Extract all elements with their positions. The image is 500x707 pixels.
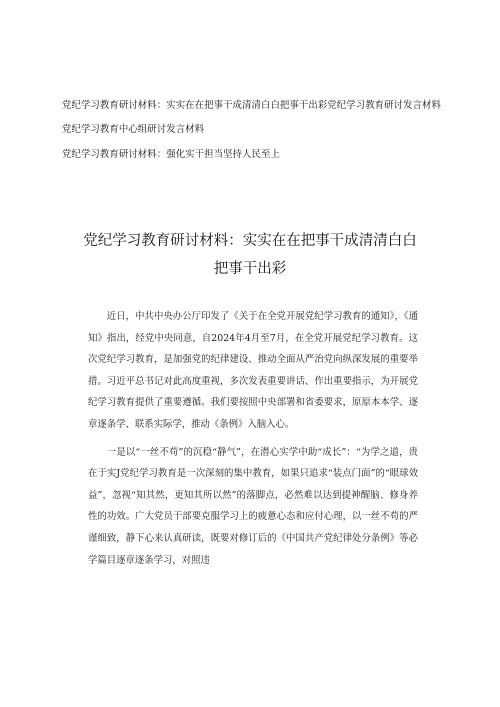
body-paragraph: 近日，中共中央办公厅印发了《关于在全党开展党纪学习教育的通知》，《通知》指出，经党中央同意，自2024年4月至7月，在全党开展党纪学习教育。这次党纪学习教育，是加强党的纪律建设、推动全面从严治党向纵深发展的重要举措。习近平总书记对此高度重视，多次发表重要讲话、作出重要指示，为开展党纪学习教育提供了重要遵循。我们要按照中央部署和省委要求，原原本本学、逐章逐条学、联系实际学，推动《条例》入脑入心。 [88,311,418,430]
body-paragraph: 一是以“一丝不苟”的沉稳“静气”，在潜心实学中助“成长”：“为学之道，贵在于实J党纪学习教育是一次深刻的集中教育，如果只追求“装点门面”的“眼球效益”，忽视“知其然，更知其所以然”的落脚点，必然难以达到提神醒脑、修身养性的功效。广大党员干部要克服学习上的疲惫心态和应付心理，以一丝不苟的严谨细致，静下心来认真研读，既要对修订后的《中国共产党纪律处分条例》等必学篇目逐章逐条学习，对照违 [88,446,418,566]
toc-item[interactable]: 党纪学习教育研讨材料：实实在在把事干成清清白白把事干出彩党纪学习教育研讨发言材料 [62,100,442,111]
article-title: 党纪学习教育研讨材料：实实在在把事干成清清白白把事干出彩 [83,233,417,277]
toc-item[interactable]: 党纪学习教育中心组研讨发言材料 [62,124,205,135]
toc-item[interactable]: 党纪学习教育研讨材料：强化实干担当坚持人民至上 [62,149,280,160]
table-of-contents [62,98,462,172]
article-body [88,306,418,571]
